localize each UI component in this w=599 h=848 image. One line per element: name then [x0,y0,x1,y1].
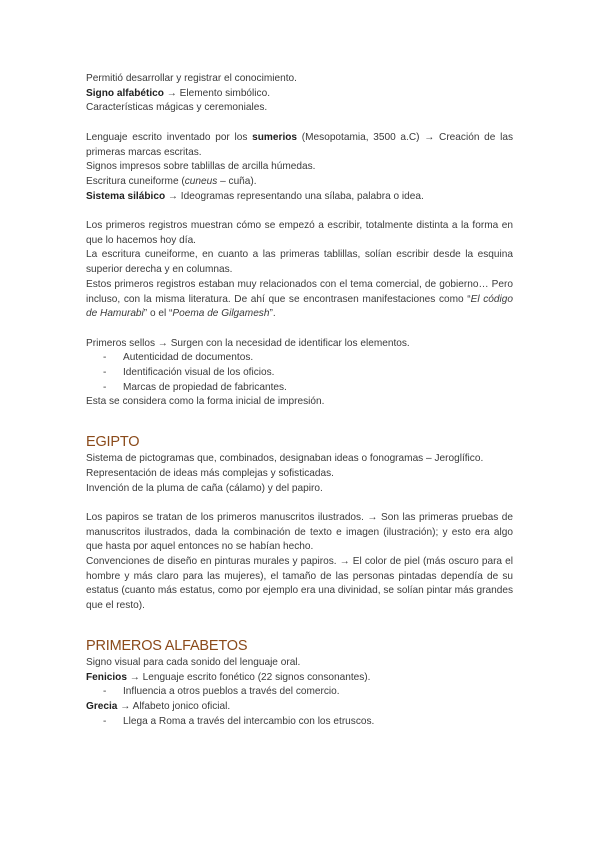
list-item-text: Identificación visual de los oficios. [123,367,275,379]
dash-bullet: - [103,352,107,364]
list-item [103,351,513,366]
dash-list [86,685,513,700]
bold-term: Fenicios [86,671,127,683]
text: (Mesopotamia, 3500 a.C) → Creación de las primeras marcas escritas. [86,131,514,158]
section-egipto [86,432,513,614]
text: ”. [269,308,276,320]
list-item [103,381,513,396]
text: → Ideogramas representando una sílaba, palabra o idea. [165,190,424,202]
paragraph: Permitió desarrollar y registrar el conocimiento. [86,73,297,84]
text: → Lenguaje escrito fonético (22 signos consonantes). [126,671,371,683]
bold-term: Sistema silábico [86,190,166,202]
dash-list [86,351,513,395]
list-item [103,685,513,700]
paragraph [86,671,513,686]
italic-term: cuneus [184,175,218,187]
paragraph: La escritura cuneiforme, en cuanto a las primeras tablillas, solían escribir desde la esquina superior derecha y en columnas. [86,249,513,276]
paragraph: Invención de la pluma de caña (cálamo) y del papiro. [86,482,323,494]
italic-title: El código de Hamurabi [86,293,513,320]
section-signo [86,72,513,116]
text: → Elemento simbólico. [163,87,270,99]
section-sellos [86,337,513,411]
paragraph [86,190,513,205]
list-item [103,366,513,381]
dash-list [86,715,513,730]
paragraph [86,700,513,715]
paragraph [86,131,513,160]
list-item-text: Marcas de propiedad de fabricantes. [123,381,287,393]
bold-term: Signo alfabético [86,87,164,99]
section-heading: PRIMEROS ALFABETOS [86,637,248,654]
text: Estos primeros registros estaban muy relacionados con el tema comercial, de gobierno… Pero incluso, con la misma literatura. De ahí que se encontrasen manifestaciones como “ [86,278,513,305]
paragraph: Signo visual para cada sonido del lenguaje oral. [86,656,301,668]
text: – cuña). [217,175,257,187]
paragraph: Los primeros registros muestran cómo se empezó a escribir, totalmente distinta a la forma en que lo hacemos hoy día. [86,220,513,246]
text: Lenguaje escrito inventado por los [86,131,253,143]
paragraph: Esta se considera como la forma inicial de impresión. [86,396,325,408]
bold-term: Grecia [86,700,118,712]
list-item-text: Llega a Roma a través del intercambio con los etruscos. [123,715,375,727]
section-heading: EGIPTO [86,434,140,451]
paragraph: Primeros sellos → Surgen con la necesidad de identificar los elementos. [86,337,410,349]
bold-term: sumerios [252,131,298,143]
paragraph: Sistema de pictogramas que, combinados, designaban ideas o fonogramas – Jeroglífico. [86,453,484,465]
list-item-text: Autenticidad de documentos. [123,352,254,364]
dash-bullet: - [103,381,107,393]
dash-bullet: - [103,715,107,727]
section-primeros-alfabetos [86,636,513,730]
text: Escritura cuneiforme ( [86,175,185,187]
list-item [103,715,513,730]
italic-title: Poema de Gilgamesh [172,308,270,320]
paragraph: Los papiros se tratan de los primeros manuscritos ilustrados. → Son las primeras pruebas de manuscritos ilustrados, dada la combinación de texto e imagen (ilustración); y esto era algo que hasta por aquel entonces no se habían hecho. [86,511,513,553]
dash-bullet: - [103,686,107,698]
paragraph: Características mágicas y ceremoniales. [86,102,268,114]
paragraph [86,87,513,102]
paragraph: Representación de ideas más complejas y sofisticadas. [86,467,334,479]
section-sumerios [86,131,513,205]
paragraph [86,175,513,190]
text: → Alfabeto jonico oficial. [117,700,231,712]
paragraph [86,278,513,322]
paragraph: Signos impresos sobre tablillas de arcilla húmedas. [86,161,316,173]
dash-bullet: - [103,367,107,379]
list-item-text: Influencia a otros pueblos a través del comercio. [123,686,340,698]
text: ” o el “ [143,308,173,320]
section-registros [86,219,513,322]
paragraph: Convenciones de diseño en pinturas murales y papiros. → El color de piel (más oscuro para el hombre y más claro para las mujeres), el tamaño de las personas pintadas dependía de su estatus (cuanto más estatus, como por ejemplo era una divinidad, se solían pintar más grandes que el resto). [86,556,513,612]
